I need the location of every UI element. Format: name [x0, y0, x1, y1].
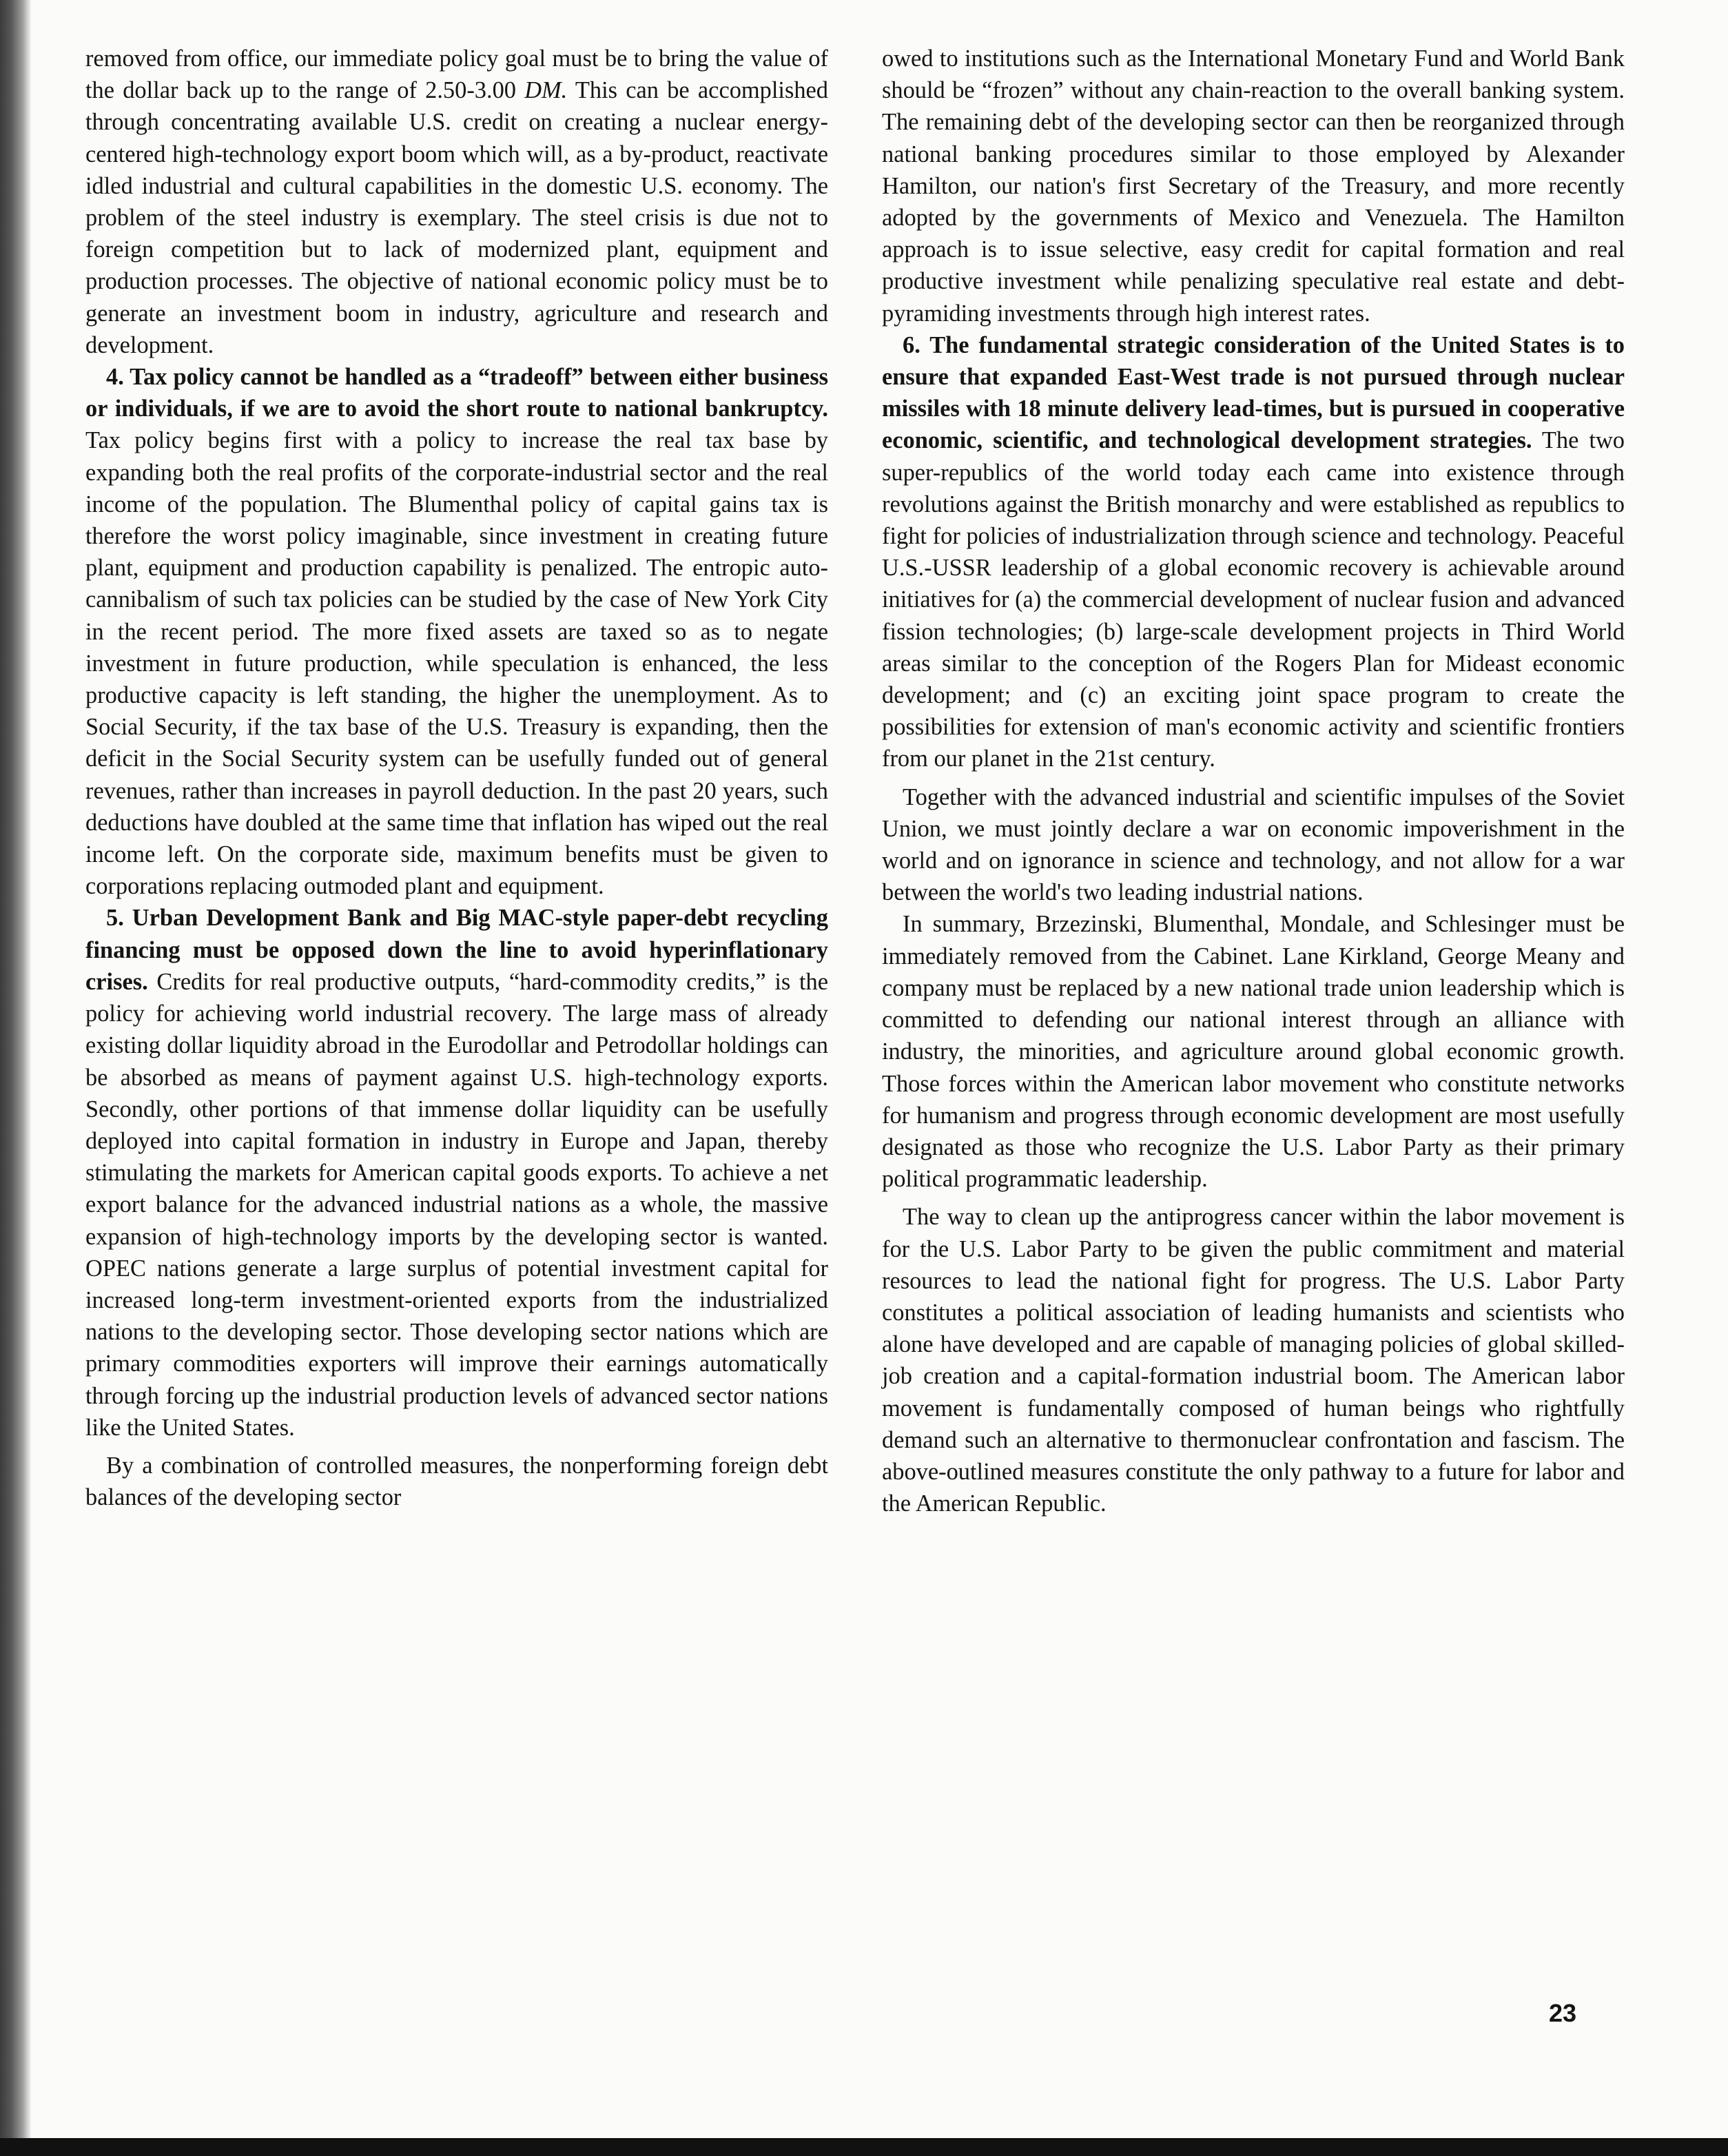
paragraph-tax-policy — [85, 361, 828, 902]
bottom-edge — [0, 2138, 1728, 2156]
binding-edge — [0, 0, 32, 2156]
paragraph-strategic-consideration — [882, 329, 1625, 775]
paragraph-text: Tax policy begins first with a policy to increase the real tax base by expanding both the real profits of the corporate-industrial sector and the real income of the population. The Blumenthal policy of capital gains tax is therefore the worst policy imaginable, since investment in creating future plant, equipment and production capability is penalized. The entropic auto-cannibalism of such tax policies can be studied by the case of New York City in the recent period. The more fixed assets are taxed so as to negate investment in future production, while speculation is enhanced, the less productive capacity is left standing, the higher the unemployment. As to Social Security, if the tax base of the U.S. Treasury is expanding, then the deficit in the Social Security system can be usefully funded out of general revenues, rather than increases in payroll deduction. In the past 20 years, such deductions have doubled at the same time that inflation has wiped out the real income left. On the corporate side, maximum benefits must be given to corporations replacing outmoded plant and equipment. — [85, 427, 828, 900]
paragraph-continued — [85, 43, 828, 361]
paragraph-continued: owed to institutions such as the International Monetary Fund and World Bank should be “frozen” without any chain-reaction to the overall banking system. The remaining debt of the developing sector can then be reorganized through national banking procedures similar to those employed by Alexander Hamilton, our nation's first Secretary of the Treasury, and more recently adopted by the governments of Mexico and Venezuela. The Hamilton approach is to issue selective, easy credit for capital formation and real productive investment while penalizing speculative real estate and debt-pyramiding investments through high interest rates. — [882, 45, 1625, 327]
currency-abbrev: DM. — [524, 77, 568, 104]
paragraph-lead: 6. The fundamental strategic consideration of the United States is to ensure that expanded East-West trade is not pursued through nuclear missiles with 18 minute delivery lead-times, but is pursued in cooperative economic, scientific, and technological development strategies. — [882, 331, 1625, 454]
paragraph-text: removed from office, our immediate policy goal must be to bring the value of the dollar back up to the range of 2.50-3.00 — [85, 45, 828, 104]
right-column — [882, 43, 1625, 1519]
left-column — [85, 43, 828, 1513]
paragraph-summary: In summary, Brzezinski, Blumenthal, Mondale, and Schlesinger must be immediately removed from the Cabinet. Lane Kirkland, George Meany and company must be replaced by a new national trade union leadership which is committed to defending our national interest through an alliance with industry, the minorities, and agriculture around global economic growth. Those forces within the American labor movement who constitute networks for humanism and progress through economic development are most usefully designated as those who recognize the U.S. Labor Party as their primary political programmatic leadership. — [882, 911, 1625, 1193]
paragraph-text: The two super-republics of the world today each came into existence through revolutions against the British monarchy and were established as republics to fight for policies of industrialization through science and technology. Peaceful U.S.-USSR leadership of a global economic recovery is achievable around initiatives for (a) the commercial development of nuclear fusion and advanced fission technologies; (b) large-scale development projects in Third World areas similar to the conception of the Rogers Plan for Mideast economic development; and (c) an exciting joint space program to create the possibilities for extension of man's economic activity and scientific frontiers from our planet in the 21st century. — [882, 427, 1625, 772]
paragraph-text: This can be accomplished through concentrating available U.S. credit on creating a nuclear energy-centered high-technology export boom which will, as a by-product, reactivate idled industrial and cultural capabilities in the domestic U.S. economy. The problem of the steel industry is exemplary. The steel crisis is due not to foreign competition but to lack of modernized plant, equipment and production processes. The objective of national economic policy must be to generate an investment boom in industry, agriculture and research and development. — [85, 77, 828, 358]
paragraph-soviet-union: Together with the advanced industrial and scientific impulses of the Soviet Union, we must jointly declare a war on economic impoverishment in the world and on ignorance in science and technology, and not allow for a war between the world's two leading industrial nations. — [882, 783, 1625, 906]
paragraph-text: Credits for real productive outputs, “hard-commodity credits,” is the policy for achieving world industrial recovery. The large mass of already existing dollar liquidity abroad in the Eurodollar and Petrodollar holdings can be absorbed as means of payment against U.S. high-technology exports. Secondly, other portions of that immense dollar liquidity can be usefully deployed into capital formation in industry in Europe and Japan, thereby stimulating the markets for American capital goods exports. To achieve a net export balance for the advanced industrial nations as a whole, the massive expansion of high-technology imports by the developing sector is wanted. OPEC nations generate a large surplus of potential investment capital for increased long-term investment-oriented exports from the industrialized nations to the developing sector. Those developing sector nations which are primary commodities exporters will improve their earnings automatically through forcing up the industrial production levels of advanced sector nations like the United States. — [85, 968, 828, 1441]
paragraph-lead: 5. Urban Development Bank and Big MAC-style paper-debt recycling financing must be opposed down the line to avoid hyperinflationary crises. — [85, 905, 828, 995]
paragraph-lead: 4. Tax policy cannot be handled as a “tradeoff” between either business or individuals, if we are to avoid the short route to national bankruptcy. — [85, 364, 828, 422]
paragraph-labor-movement: The way to clean up the antiprogress cancer within the labor movement is for the U.S. Labor Party to be given the public commitment and material resources to lead the national fight for progress. The U.S. Labor Party constitutes a political association of leading humanists and scientists who alone have developed and are capable of managing policies of global skilled-job creation and a capital-formation industrial boom. The American labor movement is fundamentally composed of human beings who rightfully demand such an alternative to thermonuclear confrontation and fascism. The above-outlined measures constitute the only pathway to a future for labor and the American Republic. — [882, 1204, 1625, 1517]
page-number: 23 — [1549, 1999, 1577, 2027]
paragraph-debt-measures: By a combination of controlled measures, the nonperforming foreign debt balances of the developing sector — [85, 1452, 828, 1511]
paragraph-urban-development — [85, 902, 828, 1443]
